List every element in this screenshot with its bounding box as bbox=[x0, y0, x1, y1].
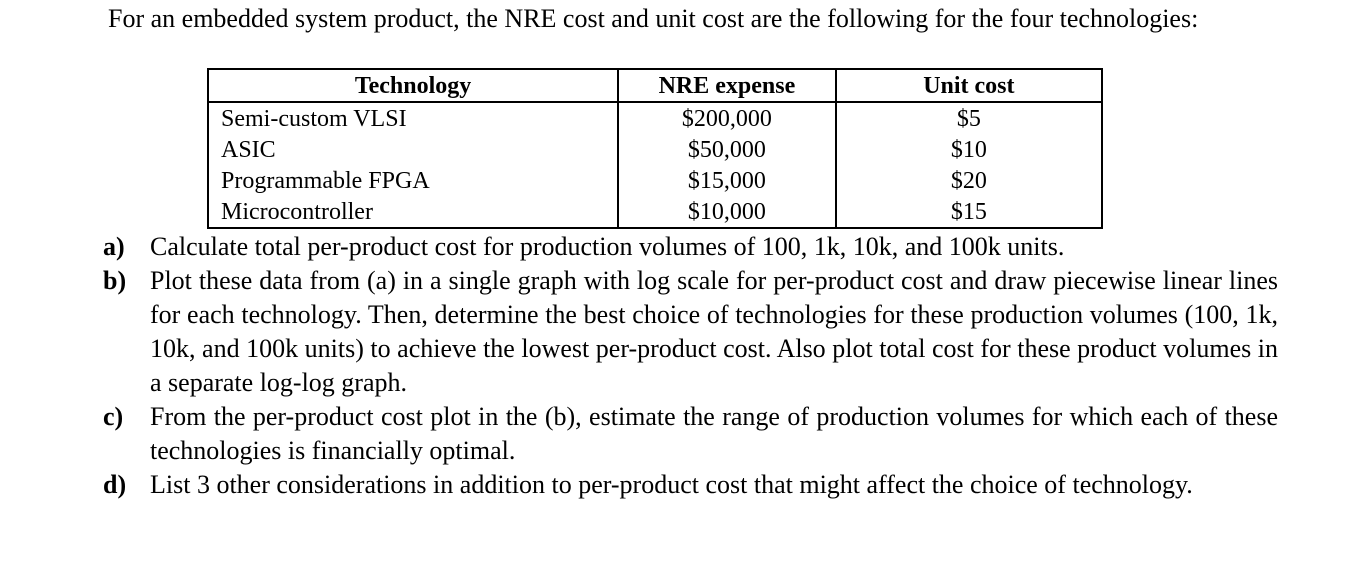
table-row bbox=[208, 196, 1102, 228]
nre-cell: $10,000 bbox=[618, 196, 836, 228]
question-d bbox=[103, 468, 1278, 502]
unit-cost-cell: $20 bbox=[836, 165, 1102, 196]
table-row bbox=[208, 134, 1102, 165]
header-technology: Technology bbox=[208, 69, 618, 102]
cost-table bbox=[207, 68, 1103, 229]
question-marker: a) bbox=[103, 232, 125, 261]
question-text: Calculate total per-product cost for production volumes of 100, 1k, 10k, and 100k units. bbox=[150, 232, 1065, 261]
question-text: Plot these data from (a) in a single graph with log scale for per-product cost and draw piecewise linear lines for each technology. Then, determine the best choice of technologies for these production volumes (100, 1k, 10k, and 100k units) to achieve the lowest per-product cost. Also plot total cost for these product volumes in a separate log-log graph. bbox=[150, 266, 1278, 397]
question-text: List 3 other considerations in addition to per-product cost that might affect the choice of technology. bbox=[150, 470, 1193, 499]
nre-cell: $50,000 bbox=[618, 134, 836, 165]
question-text: From the per-product cost plot in the (b), estimate the range of production volumes for which each of these technologies is financially optimal. bbox=[150, 402, 1278, 465]
nre-cell: $15,000 bbox=[618, 165, 836, 196]
technology-cell: Semi-custom VLSI bbox=[208, 102, 618, 134]
question-marker: b) bbox=[103, 266, 127, 295]
table-row bbox=[208, 102, 1102, 134]
question-c bbox=[103, 400, 1278, 468]
unit-cost-cell: $5 bbox=[836, 102, 1102, 134]
technology-cell: Microcontroller bbox=[208, 196, 618, 228]
question-marker: d) bbox=[103, 470, 127, 499]
unit-cost-cell: $10 bbox=[836, 134, 1102, 165]
question-a bbox=[103, 230, 1278, 264]
table-row bbox=[208, 165, 1102, 196]
question-b bbox=[103, 264, 1278, 400]
unit-cost-cell: $15 bbox=[836, 196, 1102, 228]
technology-cell: ASIC bbox=[208, 134, 618, 165]
technology-cell: Programmable FPGA bbox=[208, 165, 618, 196]
question-marker: c) bbox=[103, 402, 124, 431]
nre-cell: $200,000 bbox=[618, 102, 836, 134]
table-header-row bbox=[208, 69, 1102, 102]
header-unit-cost: Unit cost bbox=[836, 69, 1102, 102]
question-list bbox=[103, 230, 1278, 502]
header-nre-expense: NRE expense bbox=[618, 69, 836, 102]
intro-paragraph: For an embedded system product, the NRE cost and unit cost are the following for the four technologies: bbox=[108, 4, 1199, 33]
